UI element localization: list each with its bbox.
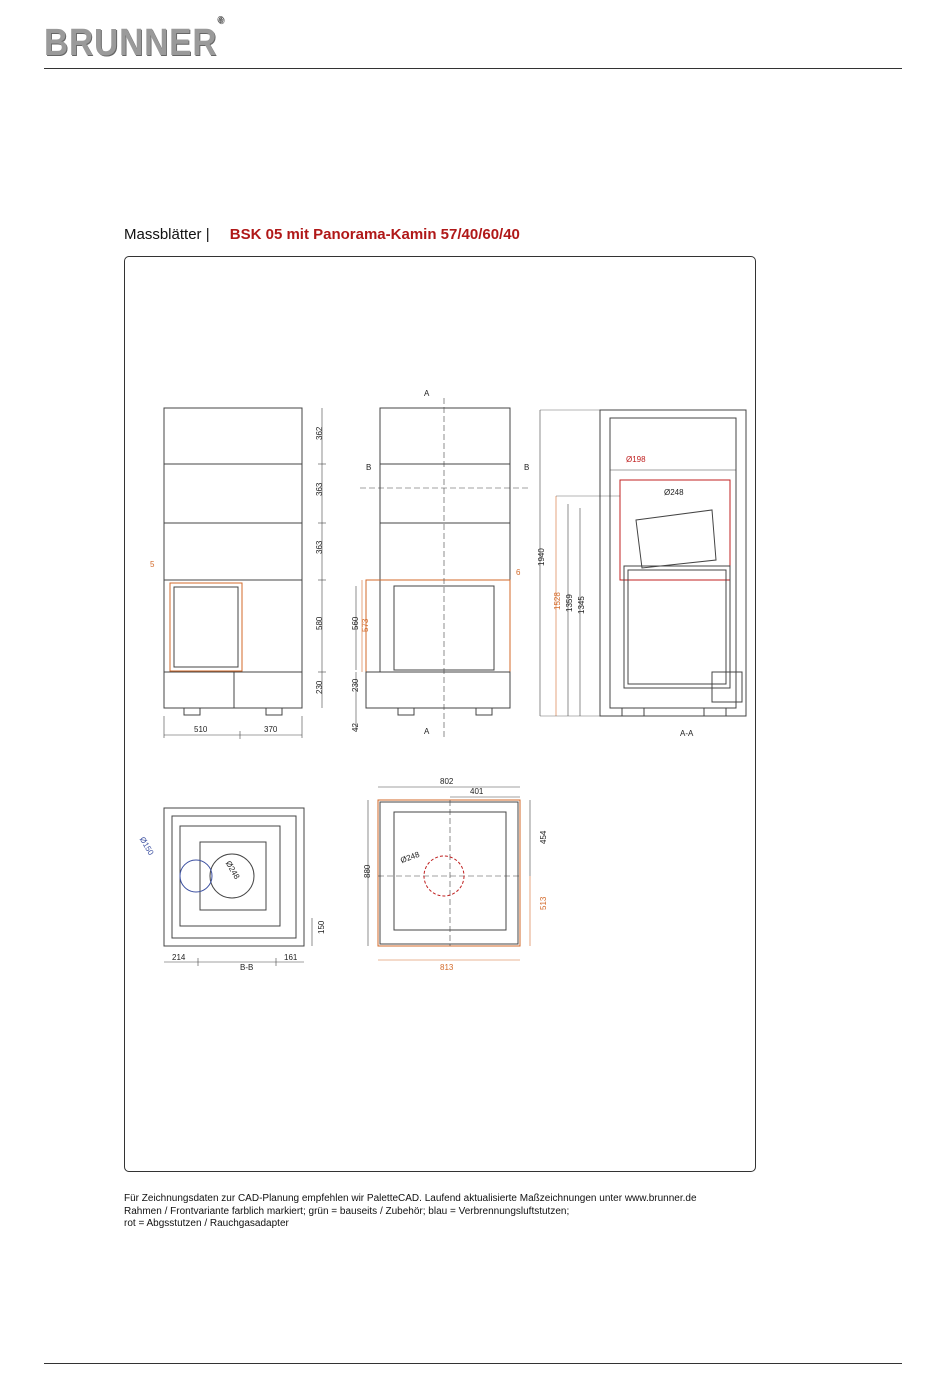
- dim: 5: [150, 560, 155, 569]
- dim: Ø198: [626, 455, 646, 464]
- dim: Ø248: [664, 488, 684, 497]
- dim: 214: [172, 953, 186, 962]
- dim: 6: [516, 568, 521, 577]
- dim: Ø248: [223, 859, 242, 881]
- label-bb: B-B: [240, 963, 254, 972]
- footer-rule: [44, 1363, 902, 1364]
- dim: 573: [361, 618, 370, 632]
- side-view: [356, 398, 530, 740]
- dim: 454: [539, 830, 548, 844]
- dim: 560: [351, 616, 360, 630]
- dim: 513: [539, 896, 548, 910]
- note-line-3: rot = Abgsstutzen / Rauchgasadapter: [124, 1218, 289, 1229]
- dim: 1940: [537, 548, 546, 566]
- dim: 42: [351, 723, 360, 732]
- label-a-bottom: A: [424, 727, 430, 736]
- dim: 230: [351, 678, 360, 692]
- dim: 802: [440, 777, 454, 786]
- dim: Ø248: [399, 849, 421, 866]
- dim: 1359: [565, 594, 574, 612]
- heading-title: BSK 05 mit Panorama-Kamin 57/40/60/40: [229, 226, 520, 243]
- label-b-left: B: [366, 463, 372, 472]
- dim: 363: [315, 482, 324, 496]
- dim: 363: [315, 540, 324, 554]
- note-line-2: Rahmen / Frontvariante farblich markiert; grün = bauseits / Zubehör; blau = Verbrennungsluftstutzen;: [124, 1205, 570, 1217]
- dim: 161: [284, 953, 298, 962]
- dim: 370: [264, 725, 278, 734]
- front-view: [164, 408, 326, 739]
- label-b-right: B: [524, 463, 530, 472]
- dim: 362: [315, 426, 324, 440]
- label-a-top: A: [424, 389, 430, 398]
- dim: Ø150: [137, 835, 156, 857]
- heading-prefix: Massblätter |: [124, 226, 210, 243]
- brunner-logo: BRUNNER®: [44, 15, 225, 64]
- dim: 401: [470, 787, 484, 796]
- plan-top: [368, 787, 530, 960]
- label-aa: A-A: [680, 729, 694, 738]
- dim: 1528: [553, 592, 562, 610]
- dim: 580: [315, 616, 324, 630]
- dim: 1345: [577, 596, 586, 614]
- footnotes: [124, 1193, 764, 1231]
- dim: 230: [315, 680, 324, 694]
- dim: 150: [317, 920, 326, 934]
- dim: 510: [194, 725, 208, 734]
- plan-bb: [164, 808, 312, 966]
- dim: 880: [363, 864, 372, 878]
- dim: 813: [440, 963, 454, 972]
- note-line-1: Für Zeichnungsdaten zur CAD-Planung empfehlen wir PaletteCAD. Laufend aktualisierte Maßzeichnungen unter www.brunner.de: [124, 1193, 697, 1204]
